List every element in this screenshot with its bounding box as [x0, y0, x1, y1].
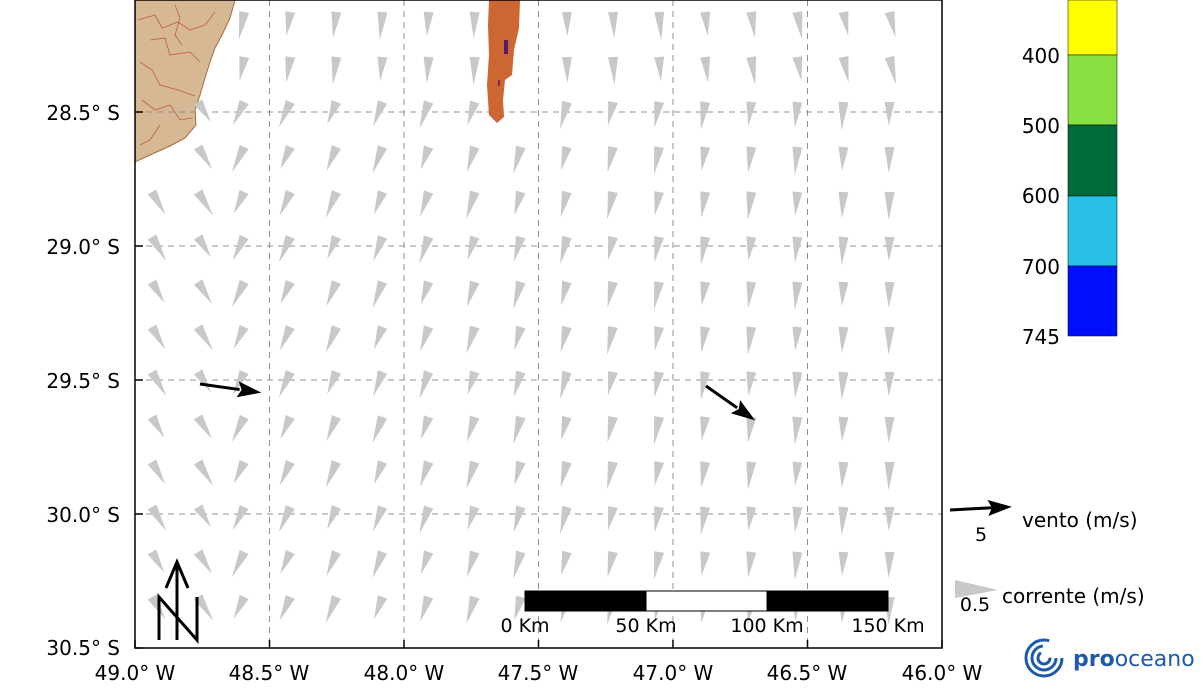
lat-label: 30.5° S	[46, 636, 120, 660]
scale-label: 100 Km	[730, 615, 804, 637]
current-arrow	[194, 189, 213, 215]
lat-label: 28.5° S	[46, 101, 120, 125]
current-arrow	[326, 460, 341, 488]
current-arrow	[562, 12, 572, 36]
current-arrow	[561, 191, 572, 217]
wind-legend-label: vento (m/s)	[1022, 508, 1138, 532]
current-arrow	[280, 145, 294, 169]
current-arrow	[746, 56, 756, 84]
current-arrow	[700, 281, 710, 305]
current-arrow	[326, 145, 341, 171]
current-arrow	[194, 279, 212, 304]
current-arrow	[746, 281, 756, 307]
current-arrow	[424, 12, 434, 36]
current-arrow	[421, 145, 434, 169]
current-arrow	[700, 326, 710, 352]
current-arrow	[839, 372, 849, 400]
scale-label: 0 Km	[500, 615, 550, 637]
current-arrow	[608, 12, 618, 38]
current-arrow	[467, 146, 480, 172]
current-arrow	[700, 236, 710, 264]
current-arrow	[746, 146, 756, 172]
current-arrow	[885, 507, 895, 531]
current-arrow	[513, 146, 525, 174]
current-arrow	[607, 461, 618, 489]
current-arrow	[839, 102, 849, 130]
current-arrow	[148, 504, 167, 531]
current-arrow	[194, 324, 213, 350]
current-arrow	[326, 415, 341, 441]
current-arrow	[468, 101, 480, 125]
current-arrow	[746, 506, 756, 530]
current-arrow	[280, 280, 294, 304]
current-arrow	[331, 11, 341, 37]
current-arrow	[885, 372, 895, 396]
current-arrow	[700, 191, 710, 217]
current-arrow	[746, 101, 756, 125]
current-arrow	[194, 414, 212, 439]
current-arrow	[700, 146, 710, 170]
current-legend	[955, 580, 1145, 616]
current-arrow	[839, 462, 849, 488]
lon-label: 48.5° W	[228, 661, 310, 685]
current-arrow	[561, 416, 572, 440]
current-arrow	[608, 101, 618, 126]
current-arrow	[327, 505, 341, 529]
current-arrow	[514, 371, 526, 397]
current-arrow	[239, 56, 249, 81]
colorbar-band	[1068, 266, 1117, 336]
prooceano-logo	[1026, 640, 1195, 676]
current-arrow	[746, 191, 756, 219]
current-arrow	[839, 507, 849, 535]
current-arrow	[654, 371, 664, 397]
current-arrow	[468, 236, 480, 260]
current-arrow	[280, 595, 295, 621]
current-arrow	[654, 326, 664, 351]
current-arrow	[654, 146, 664, 174]
lon-label: 48.0° W	[363, 661, 445, 685]
scale-label: 150 Km	[851, 615, 925, 637]
current-arrow	[326, 280, 341, 306]
current-arrow	[279, 235, 295, 263]
current-arrow	[194, 369, 211, 392]
current-arrow	[233, 505, 249, 531]
current-arrow	[654, 461, 664, 486]
current-arrow	[792, 372, 802, 398]
current-arrow	[560, 101, 572, 129]
colorbar-band	[1068, 125, 1117, 196]
current-arrow	[470, 57, 480, 85]
current-arrow	[700, 506, 710, 534]
current-arrow	[561, 281, 572, 305]
lat-label: 29.0° S	[46, 235, 120, 259]
lon-label: 46.5° W	[766, 661, 848, 685]
current-arrow	[419, 505, 433, 533]
lon-label: 47.5° W	[497, 661, 579, 685]
current-arrow	[561, 551, 572, 575]
current-arrow	[607, 326, 618, 354]
current-vector-field	[148, 11, 896, 625]
colorbar-tick-label: 500	[1021, 114, 1060, 138]
lon-label: 46.0° W	[901, 661, 983, 685]
current-arrow	[792, 282, 802, 310]
current-arrow	[839, 56, 849, 82]
current-arrow	[607, 281, 617, 307]
current-arrow	[885, 327, 895, 355]
current-arrow	[194, 549, 212, 574]
current-arrow	[239, 11, 249, 39]
current-arrow	[839, 192, 849, 218]
lat-label: 29.5° S	[46, 369, 120, 393]
current-arrow	[424, 57, 434, 83]
current-arrow	[234, 595, 249, 619]
current-arrow	[792, 417, 802, 445]
current-arrow	[279, 370, 295, 398]
current-arrow	[514, 326, 525, 350]
current-arrow	[839, 147, 849, 171]
current-arrow	[839, 11, 849, 36]
current-arrow	[419, 370, 433, 398]
current-arrow	[746, 236, 756, 260]
current-arrow	[792, 327, 802, 351]
current-arrow	[194, 459, 213, 485]
current-arrow	[654, 506, 664, 532]
current-arrow	[746, 461, 756, 489]
current-arrow	[280, 325, 295, 351]
current-arrow	[700, 551, 710, 575]
current-arrow	[839, 417, 849, 441]
colorbar-tick-label: 600	[1021, 184, 1060, 208]
current-arrow	[326, 190, 341, 218]
current-arrow	[148, 234, 167, 261]
current-arrow	[700, 11, 710, 35]
current-arrow	[373, 145, 388, 173]
latitude-labels	[46, 101, 120, 660]
current-arrow	[233, 100, 249, 126]
graticule-grid	[135, 0, 942, 648]
current-arrow	[373, 415, 388, 443]
current-arrow	[885, 56, 896, 84]
current-arrow	[234, 460, 249, 484]
current-arrow	[148, 414, 165, 437]
current-arrow	[885, 237, 895, 261]
current-arrow	[792, 462, 802, 486]
current-arrow	[468, 506, 480, 530]
current-arrow	[746, 416, 756, 442]
current-arrow	[654, 12, 664, 40]
current-arrow	[608, 236, 618, 261]
current-arrow	[280, 550, 294, 574]
spiral-icon	[1026, 640, 1062, 676]
current-arrow	[514, 506, 526, 532]
current-arrow	[327, 370, 341, 394]
current-arrow	[839, 237, 849, 265]
colorbar	[1022, 0, 1117, 349]
current-arrow	[608, 57, 618, 85]
current-arrow	[792, 56, 802, 80]
current-arrow	[285, 56, 295, 82]
current-arrow	[467, 416, 480, 442]
colorbar-tick-label: 745	[1021, 325, 1060, 349]
current-arrow	[148, 189, 166, 214]
colorbar-band	[1068, 55, 1117, 125]
current-arrow	[792, 147, 802, 175]
current-arrow	[885, 462, 895, 490]
current-arrow	[331, 56, 341, 84]
current-arrow	[746, 371, 756, 395]
current-arrow	[654, 416, 664, 444]
current-arrow	[326, 325, 341, 353]
current-arrow	[466, 461, 479, 489]
current-arrow	[470, 12, 480, 38]
colorbar-tick-label: 700	[1021, 255, 1060, 279]
current-arrow	[467, 551, 480, 577]
current-arrow	[234, 325, 249, 349]
current-arrow	[885, 417, 895, 443]
oil-slick	[487, 0, 520, 123]
colorbar-band	[1068, 0, 1117, 55]
current-arrow	[373, 100, 387, 126]
current-arrow	[607, 416, 617, 442]
current-arrow	[373, 280, 388, 308]
current-arrow	[373, 550, 388, 578]
current-arrow	[421, 550, 434, 574]
current-arrow	[700, 416, 710, 440]
current-arrow	[420, 595, 433, 621]
current-arrow	[279, 505, 295, 533]
slick-core	[504, 40, 508, 54]
current-arrow	[885, 552, 895, 578]
colorbar-band	[1068, 196, 1117, 266]
current-arrow	[374, 325, 387, 349]
current-arrow	[232, 145, 249, 172]
current-arrow	[466, 191, 479, 219]
logo-text-pro: pro	[1073, 647, 1115, 672]
current-arrow	[148, 324, 166, 349]
current-arrow	[560, 371, 572, 399]
current-arrow	[374, 190, 387, 214]
current-arrow	[607, 191, 618, 219]
current-arrow	[374, 595, 387, 619]
current-arrow	[654, 281, 664, 309]
current-arrow	[232, 415, 249, 442]
current-arrow	[746, 11, 756, 37]
current-arrow	[885, 282, 895, 308]
current-arrow	[792, 11, 802, 39]
lon-label: 49.0° W	[94, 661, 176, 685]
current-arrow	[839, 327, 849, 353]
current-arrow	[148, 594, 166, 619]
current-arrow	[280, 190, 295, 216]
scale-label: 50 Km	[615, 615, 677, 637]
current-arrow	[466, 596, 479, 624]
current-arrow	[561, 461, 572, 487]
current-arrow	[326, 550, 341, 576]
current-arrow	[700, 101, 710, 129]
current-arrow	[513, 551, 525, 579]
current-arrow	[560, 236, 572, 264]
colorbar-tick-label: 400	[1021, 44, 1060, 68]
current-arrow	[608, 506, 618, 531]
land-area	[135, 0, 235, 162]
current-arrow	[420, 460, 433, 486]
current-arrow	[562, 57, 572, 83]
current-arrow	[326, 595, 341, 623]
current-arrow	[654, 101, 664, 127]
current-arrow	[280, 460, 295, 486]
current-arrow	[607, 146, 617, 172]
current-arrow	[419, 100, 433, 128]
current-arrow	[560, 506, 572, 534]
longitude-labels	[95, 661, 983, 685]
lon-label: 47.0° W	[632, 661, 714, 685]
current-arrow	[194, 234, 211, 257]
svg-text:prooceano	[1073, 647, 1195, 672]
current-arrow	[700, 461, 710, 487]
current-arrow	[514, 461, 525, 485]
logo-text-oceano: oceano	[1114, 647, 1195, 672]
current-arrow	[421, 280, 434, 304]
wind-legend	[950, 499, 1138, 546]
current-arrow	[792, 507, 802, 533]
current-arrow	[148, 279, 165, 302]
lat-label: 30.0° S	[46, 503, 120, 527]
current-arrow	[194, 504, 211, 527]
current-arrow	[467, 281, 480, 307]
current-arrow	[654, 236, 664, 262]
current-arrow	[378, 56, 388, 80]
current-arrow	[885, 102, 895, 126]
current-arrow	[561, 146, 572, 170]
current-arrow	[285, 11, 295, 35]
current-arrow	[792, 192, 802, 216]
current-arrow	[514, 191, 525, 215]
current-arrow	[885, 11, 896, 37]
current-arrow	[561, 326, 572, 352]
current-arrow	[792, 237, 802, 263]
current-arrow	[700, 56, 710, 82]
current-arrow	[233, 235, 249, 261]
current-arrow	[378, 11, 388, 39]
current-arrow	[608, 371, 618, 396]
current-arrow	[419, 235, 433, 263]
current-arrow	[279, 100, 295, 128]
current-arrow	[232, 550, 249, 577]
current-arrow	[746, 551, 756, 577]
current-arrow	[194, 144, 212, 169]
current-arrow	[700, 371, 710, 399]
north-arrow	[159, 562, 197, 640]
current-arrow	[148, 459, 166, 484]
current-scale-value: 0.5	[959, 594, 991, 616]
current-arrow	[232, 280, 249, 307]
current-arrow	[420, 190, 433, 216]
current-arrow	[373, 370, 387, 396]
current-arrow	[420, 325, 433, 351]
current-arrow	[792, 552, 802, 580]
current-arrow	[514, 236, 526, 262]
current-arrow	[839, 282, 849, 306]
current-arrow	[148, 369, 167, 396]
current-arrow	[654, 191, 664, 216]
current-arrow	[792, 102, 802, 128]
current-arrow	[839, 552, 849, 576]
current-arrow	[280, 415, 294, 439]
current-arrow	[373, 505, 387, 531]
current-arrow	[234, 190, 249, 214]
current-arrow	[327, 235, 341, 259]
current-arrow	[374, 460, 387, 484]
current-arrow	[654, 551, 664, 579]
current-arrow	[148, 549, 165, 572]
current-arrow	[373, 235, 387, 261]
wind-scale-value: 5	[974, 524, 988, 546]
current-arrow	[468, 371, 480, 395]
current-arrow	[654, 57, 664, 81]
current-arrow	[746, 326, 756, 354]
current-arrow	[607, 551, 617, 577]
current-legend-label: corrente (m/s)	[1002, 584, 1145, 608]
current-arrow	[885, 147, 895, 173]
current-arrow	[513, 416, 525, 444]
current-arrow	[513, 281, 525, 309]
current-arrow	[466, 326, 479, 354]
current-arrow	[885, 192, 895, 220]
current-arrow	[421, 415, 434, 439]
